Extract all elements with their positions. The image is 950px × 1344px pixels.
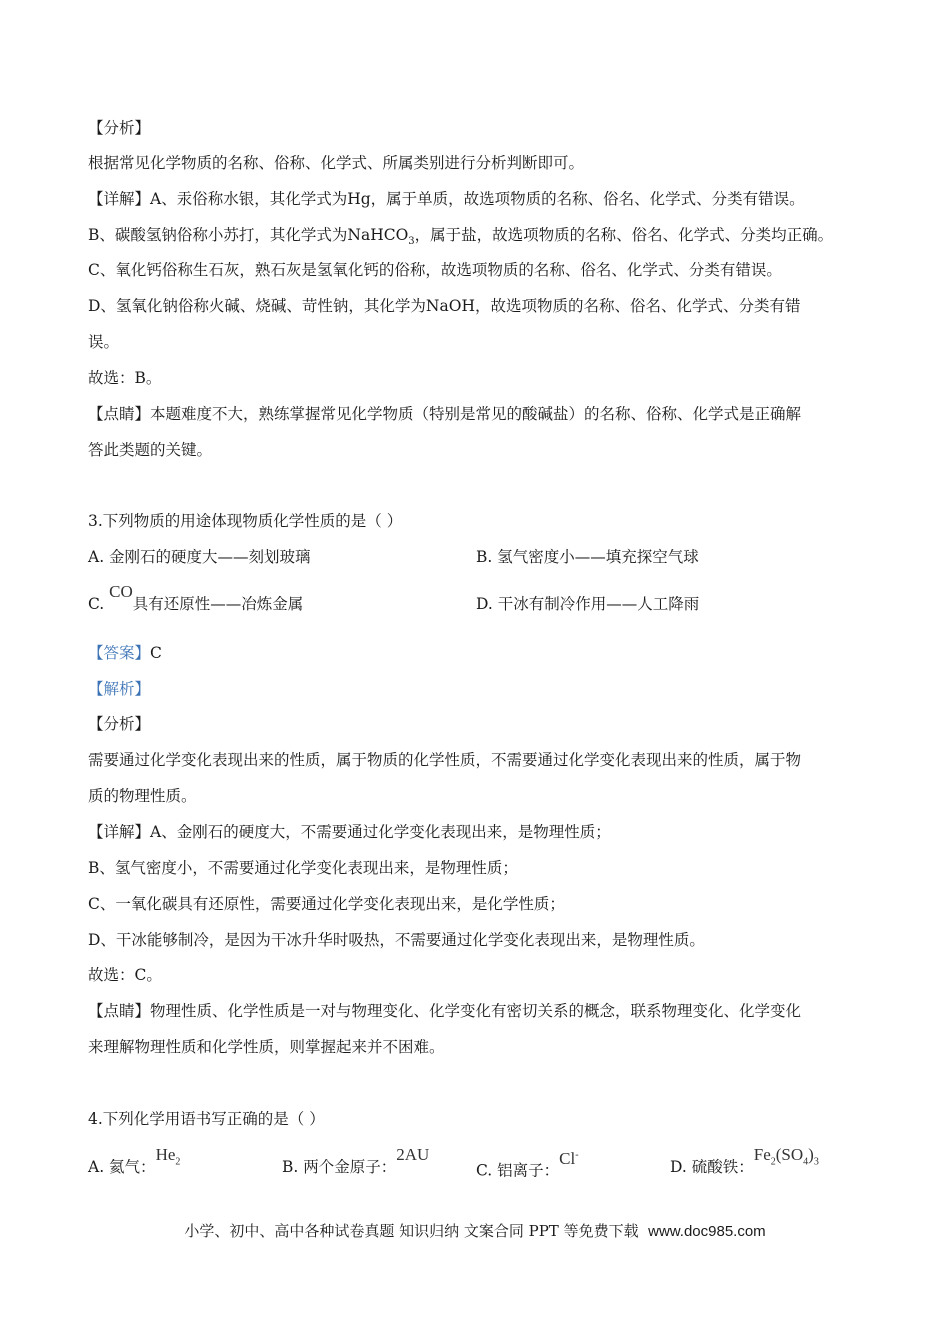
q3-option-d: D. 干冰有制冷作用——人工降雨 [476,595,700,613]
q4-stem: 4.下列化学用语书写正确的是（ ） [88,1110,325,1128]
q3-detail-b: B、氢气密度小，不需要通过化学变化表现出来，是物理性质； [88,859,518,877]
q4-option-b-label: B. 两个金原子： [282,1158,397,1176]
q2-analysis-heading: 【分析】 [88,119,151,137]
q2-detail-d-line2: 误。 [88,333,120,351]
q4-option-c-label: C. 铝离子： [476,1161,560,1180]
q4-option-d-sub1: 2 [770,1156,776,1168]
q3-option-c-formula: CO [109,582,133,601]
q3-option-a: A. 金刚石的硬度大——刻划玻璃 [88,548,311,566]
q3-analysis-heading: 【分析】 [88,715,151,733]
q3-option-c-text: 具有还原性——冶炼金属 [132,595,304,613]
q4-option-c-symbol: Cl [559,1148,576,1168]
q4-option-d [670,1145,819,1185]
q2-choice: 故选：B。 [88,369,162,387]
q2-comment-line2: 答此类题的关键。 [88,441,213,459]
q3-answer [88,642,162,664]
q4-option-c-formula [559,1149,578,1168]
q3-option-c-label: C. [88,595,105,613]
q4-option-a-sub: 2 [175,1156,181,1168]
q4-option-d-sub3: 3 [813,1156,819,1168]
q3-choice: 故选：C。 [88,966,162,984]
q4-option-d-mid: (SO [775,1145,804,1164]
q3-answer-value: C [150,644,162,662]
q3-stem: 3.下列物质的用途体现物质化学性质的是（ ） [88,512,403,530]
q3-analysis-line1: 需要通过化学变化表现出来的性质，属于物质的化学性质，不需要通过化学变化表现出来的性质，属于物 [88,751,802,769]
q4-option-d-end: ) [808,1145,814,1164]
q2-detail-b-post: ，属于盐，故选项物质的名称、俗名、化学式、分类均正确。 [414,226,834,244]
q3-explain-tag: 【解析】 [88,680,151,698]
q3-comment-line2: 来理解物理性质和化学性质，则掌握起来并不困难。 [88,1038,445,1056]
q3-option-b: B. 氢气密度小——填充探空气球 [476,548,699,566]
q3-answer-tag: 【答案】 [88,644,151,662]
q4-option-c [476,1148,579,1182]
q3-comment-line1: 【点睛】物理性质、化学性质是一对与物理变化、化学变化有密切关系的概念，联系物理变化、化学变化 [88,1002,802,1020]
page-footer [0,1220,950,1241]
q4-option-d-sub2: 4 [803,1156,809,1168]
footer-text: 小学、初中、高中各种试卷真题 知识归纳 文案合同 PPT 等免费下载 [184,1222,639,1240]
q4-option-a-symbol: He [155,1145,176,1164]
q4-option-a-formula [155,1145,181,1168]
footer-link[interactable]: www.doc985.com [648,1223,766,1240]
q3-analysis-line2: 质的物理性质。 [88,787,197,805]
q4-option-b-formula: 2AU [396,1145,430,1164]
q2-detail-b-pre: B、碳酸氢钠俗称小苏打，其化学式为NaHCO [88,226,409,244]
q2-comment-line1: 【点睛】本题难度不大，熟练掌握常见化学物质（特别是常见的酸碱盐）的名称、俗称、化学式是正确解 [88,405,802,423]
q2-detail-b-sub: 3 [408,236,415,248]
q4-option-d-formula [753,1145,819,1168]
q2-detail-b [88,224,833,253]
q4-option-b [282,1145,430,1178]
q3-detail-a: 【详解】A、金刚石的硬度大，不需要通过化学变化表现出来，是物理性质； [88,823,611,841]
q4-option-c-sup: - [575,1149,579,1160]
q4-option-d-label: D. 硫酸铁： [670,1158,754,1176]
q4-option-a-label: A. 氦气： [88,1158,156,1176]
q2-detail-a: 【详解】A、汞俗称水银，其化学式为Hg，属于单质，故选项物质的名称、俗名、化学式、分类有错误。 [88,190,805,208]
q2-analysis-text: 根据常见化学物质的名称、俗称、化学式、所属类别进行分析判断即可。 [88,154,585,172]
q3-detail-d: D、干冰能够制冷，是因为干冰升华时吸热，不需要通过化学变化表现出来，是物理性质。 [88,931,705,949]
q3-detail-c: C、一氧化碳具有还原性，需要通过化学变化表现出来，是化学性质； [88,895,565,913]
q3-option-c [88,582,304,615]
q2-detail-d-line1: D、氢氧化钠俗称火碱、烧碱、苛性钠，其化学为NaOH，故选项物质的名称、俗名、化学式、分类有错 [88,297,801,315]
q4-option-d-fe: Fe [753,1145,771,1164]
q4-option-a [88,1145,181,1185]
q2-detail-c: C、氧化钙俗称生石灰，熟石灰是氢氧化钙的俗称，故选项物质的名称、俗名、化学式、分类有错误。 [88,261,782,279]
